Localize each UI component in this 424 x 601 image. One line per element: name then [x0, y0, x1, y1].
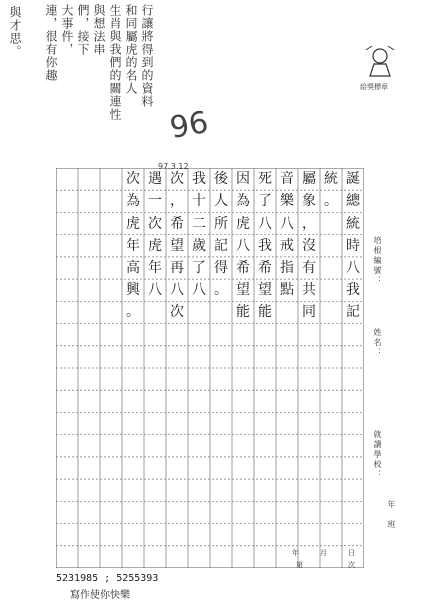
essay-char: 虎 — [236, 215, 250, 232]
essay-column — [188, 168, 210, 568]
footer-month: 月 — [320, 549, 327, 557]
teacher-note-7: 連，很有你趣 — [44, 4, 58, 82]
essay-char: 八 — [280, 215, 294, 232]
essay-char: 後 — [214, 171, 228, 188]
essay-char: 人 — [214, 193, 228, 210]
essay-char: 為 — [236, 193, 250, 210]
essay-char: 八 — [192, 282, 206, 299]
teacher-note-4: 生肖與我們的關連性 — [108, 4, 122, 121]
essay-column — [276, 168, 298, 568]
footer-slogan: 寫作使你快樂 — [70, 590, 130, 601]
essay-char: 八 — [170, 282, 184, 299]
score-mark: 96 — [167, 104, 211, 147]
essay-column — [166, 168, 188, 568]
stamp-label: 給獎標章 — [360, 83, 388, 91]
footer-codes: 5231985 ; 5255393 — [56, 573, 159, 584]
essay-char: 為 — [126, 193, 140, 210]
essay-char: 年 — [148, 259, 162, 276]
essay-column — [144, 168, 166, 568]
teacher-note-1: 大事件， — [60, 4, 74, 56]
essay-char: 虎 — [148, 237, 162, 254]
essay-char: 誕 — [346, 171, 360, 188]
essay-column — [254, 168, 276, 568]
essay-char: ， — [170, 193, 184, 210]
essay-column — [342, 168, 364, 568]
essay-char: 二 — [192, 215, 206, 232]
essay-char: 所 — [214, 215, 228, 232]
essay-char: 虎 — [126, 215, 140, 232]
essay-char: 望 — [170, 237, 184, 254]
essay-char: 戒 — [280, 237, 294, 254]
essay-char: 次 — [148, 215, 162, 232]
essay-char: 統 — [346, 215, 360, 232]
essay-column — [122, 168, 144, 568]
essay-char: 遇 — [148, 171, 162, 188]
essay-column — [232, 168, 254, 568]
essay-char: 望 — [258, 282, 272, 299]
teacher-note-5: 和同屬虎的名人 — [124, 4, 138, 95]
essay-column — [298, 168, 320, 568]
essay-char: 了 — [258, 193, 272, 210]
footer-year: 年 — [292, 549, 299, 557]
essay-char: 音 — [280, 171, 294, 188]
teacher-note-6: 行讓將得到的資料 — [140, 4, 154, 108]
essay-columns — [56, 168, 364, 568]
essay-char: 記 — [346, 304, 360, 321]
essay-char: 樂 — [280, 193, 294, 210]
teacher-note-margin: 與才思。 — [8, 6, 22, 58]
essay-char: 。 — [126, 304, 140, 321]
essay-char: 能 — [236, 304, 250, 321]
award-stamp-icon — [362, 42, 398, 78]
essay-char: 象 — [302, 193, 316, 210]
essay-char: 八 — [236, 237, 250, 254]
label-code: 培根編號： — [373, 236, 382, 286]
date-mark: 97.3.12 — [158, 162, 189, 171]
essay-column — [320, 168, 342, 568]
footer-times: 次 — [348, 561, 355, 569]
essay-char: 八 — [148, 282, 162, 299]
essay-char: 八 — [346, 259, 360, 276]
essay-char: 共 — [302, 282, 316, 299]
essay-char: 得 — [214, 259, 228, 276]
essay-char: 次 — [126, 171, 140, 188]
essay-char: 時 — [346, 237, 360, 254]
essay-char: 我 — [192, 171, 206, 188]
essay-char: 望 — [236, 282, 250, 299]
essay-char: 歲 — [192, 237, 206, 254]
essay-char: 一 — [148, 193, 162, 210]
essay-char: ， — [302, 215, 316, 232]
essay-char: 再 — [170, 259, 184, 276]
essay-char: 我 — [346, 282, 360, 299]
essay-char: 八 — [258, 215, 272, 232]
essay-char: 有 — [302, 259, 316, 276]
essay-char: 因 — [236, 171, 250, 188]
essay-char: 希 — [236, 259, 250, 276]
essay-char: 十 — [192, 193, 206, 210]
footer-day: 日 — [348, 549, 355, 557]
essay-char: 高 — [126, 259, 140, 276]
essay-char: 指 — [280, 259, 294, 276]
essay-char: 死 — [258, 171, 272, 188]
essay-char: 希 — [258, 259, 272, 276]
essay-char: 興 — [126, 282, 140, 299]
essay-char: 希 — [170, 215, 184, 232]
footer-week: 第 — [296, 561, 303, 569]
teacher-note-3: 與想法串 — [92, 4, 106, 56]
essay-char: 年 — [126, 237, 140, 254]
essay-char: 統 — [324, 171, 338, 188]
essay-char: 記 — [214, 237, 228, 254]
label-grade: 年 班 — [387, 500, 396, 530]
essay-char: 屬 — [302, 171, 316, 188]
essay-char: 次 — [170, 304, 184, 321]
teacher-note-2: 們，接下 — [76, 4, 90, 56]
essay-char: 同 — [302, 304, 316, 321]
essay-char: 點 — [280, 282, 294, 299]
essay-char: 。 — [214, 282, 228, 299]
label-name: 姓名： — [373, 328, 382, 358]
essay-char: 總 — [346, 193, 360, 210]
essay-char: 沒 — [302, 237, 316, 254]
label-school: 就讀學校： — [373, 430, 382, 480]
essay-char: 。 — [324, 193, 338, 210]
essay-char: 我 — [258, 237, 272, 254]
essay-column — [210, 168, 232, 568]
essay-char: 了 — [192, 259, 206, 276]
essay-char: 次 — [170, 171, 184, 188]
essay-char: 能 — [258, 304, 272, 321]
